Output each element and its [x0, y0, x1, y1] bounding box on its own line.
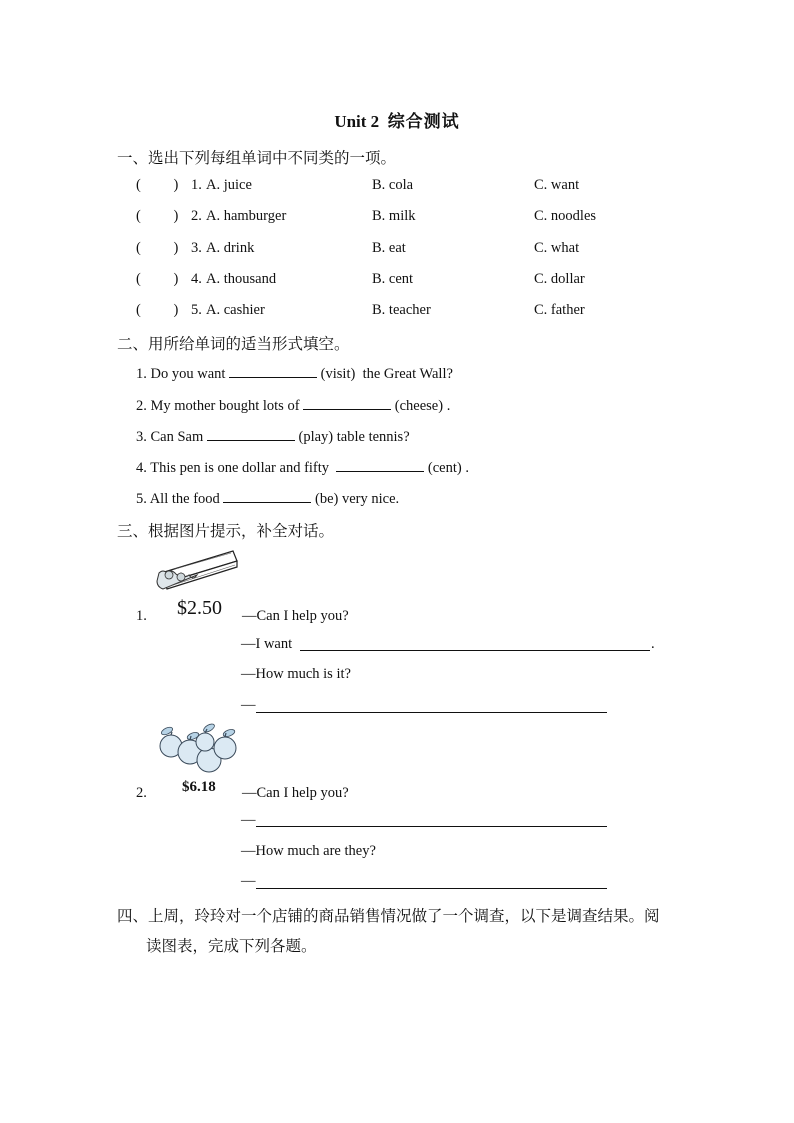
option-c: C. dollar — [534, 271, 585, 287]
fill-item-2 — [136, 396, 450, 415]
fill-blank[interactable] — [336, 458, 424, 472]
dialog-num: 1. — [136, 608, 147, 624]
fill-blank[interactable] — [207, 427, 295, 441]
fill-blank[interactable] — [223, 489, 311, 503]
answer-bracket[interactable]: ( ) — [136, 302, 179, 318]
fill-text-post: very nice. — [342, 491, 400, 507]
option-c: C. noodles — [534, 208, 597, 224]
price-label: $6.18 — [182, 779, 216, 795]
fill-blank[interactable] — [229, 364, 317, 378]
fill-item-1 — [136, 364, 453, 383]
price-label: $2.50 — [177, 597, 222, 619]
option-b: B. cola — [372, 177, 414, 193]
dialog-line: —Can I help you? — [242, 785, 349, 801]
fill-text-post: . — [446, 398, 451, 414]
dialog-line — [241, 636, 292, 653]
fill-item-5 — [136, 489, 399, 508]
answer-bracket[interactable]: ( ) — [136, 240, 179, 256]
dialog-line: —How much are they? — [241, 843, 376, 859]
page-title — [0, 107, 794, 132]
fill-text-pre: 2. My mother bought lots of — [136, 398, 300, 414]
section2-heading: 二、用所给单词的适当形式填空。 — [117, 336, 350, 353]
option-c: C. what — [534, 240, 580, 256]
fill-text-pre: 3. Can Sam — [136, 429, 204, 445]
fill-hint: (cent) — [427, 460, 462, 476]
dialog-dash: — — [241, 812, 256, 828]
title-cn: 综合测试 — [387, 112, 460, 131]
dialog-num: 2. — [136, 785, 147, 801]
fill-item-4 — [136, 458, 469, 477]
fill-text-post: . — [465, 460, 469, 476]
fill-text-post: the Great Wall? — [362, 366, 453, 382]
option-a: A. thousand — [206, 271, 277, 287]
option-b: B. milk — [372, 208, 416, 224]
fill-text-post: table tennis? — [336, 429, 410, 445]
fill-hint: (be) — [315, 491, 339, 507]
option-a: A. juice — [206, 177, 252, 193]
answer-line[interactable] — [256, 826, 607, 827]
section3-heading: 三、根据图片提示，补全对话。 — [117, 523, 335, 540]
fill-hint: (cheese) — [394, 398, 444, 414]
section1-heading: 一、选出下列每组单词中不同类的一项。 — [117, 150, 397, 167]
option-b: B. teacher — [372, 302, 431, 318]
dialog-dash: — — [241, 873, 256, 889]
section4-heading-line2: 读图表，完成下列各题。 — [146, 938, 317, 955]
option-c: C. father — [534, 302, 585, 318]
dialog-dash: — — [241, 697, 256, 713]
answer-line[interactable] — [256, 888, 607, 889]
answer-bracket[interactable]: ( ) — [136, 208, 179, 224]
option-a: A. cashier — [206, 302, 265, 318]
mcq-num: 1. — [191, 177, 202, 193]
fill-text-pre: 5. All the food — [136, 491, 220, 507]
mcq-num: 2. — [191, 208, 202, 224]
fill-blank[interactable] — [303, 396, 391, 410]
mcq-num: 4. — [191, 271, 202, 287]
fill-item-3 — [136, 427, 410, 446]
answer-bracket[interactable]: ( ) — [136, 271, 179, 287]
option-b: B. eat — [372, 240, 406, 256]
option-c: C. want — [534, 177, 580, 193]
end-punct: . — [651, 636, 655, 652]
option-a: A. hamburger — [206, 208, 287, 224]
apples-icon — [157, 722, 239, 776]
dialog-line: —How much is it? — [241, 666, 351, 682]
option-a: A. drink — [206, 240, 255, 256]
answer-line[interactable] — [300, 650, 650, 651]
dialog-line-text: —I want — [241, 636, 293, 652]
dialog-line: —Can I help you? — [242, 608, 349, 624]
fill-hint: (visit) — [320, 366, 356, 382]
section4-heading-line1: 四、上周，玲玲对一个店铺的商品销售情况做了一个调查，以下是调查结果。阅 — [117, 908, 660, 925]
option-b: B. cent — [372, 271, 414, 287]
fill-text-pre: 4. This pen is one dollar and fifty — [136, 460, 330, 476]
mcq-num: 3. — [191, 240, 202, 256]
sandwich-icon — [155, 547, 245, 595]
answer-line[interactable] — [256, 712, 607, 713]
answer-bracket[interactable]: ( ) — [136, 177, 179, 193]
fill-text-pre: 1. Do you want — [136, 366, 226, 382]
title-en: Unit 2 — [334, 112, 380, 131]
mcq-num: 5. — [191, 302, 202, 318]
fill-hint: (play) — [298, 429, 334, 445]
